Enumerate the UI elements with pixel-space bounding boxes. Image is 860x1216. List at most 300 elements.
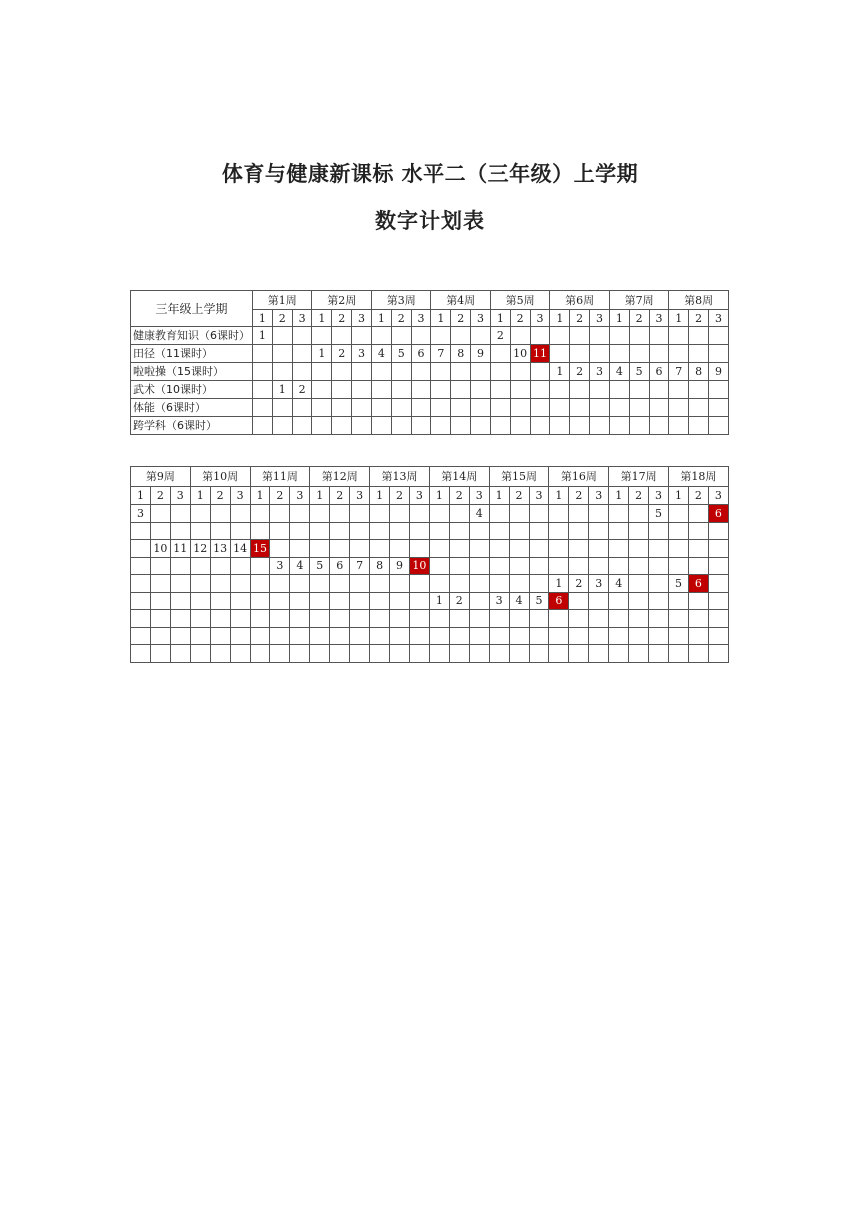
table-row: [131, 417, 729, 435]
lesson-cell: [669, 645, 689, 663]
lesson-cell: [150, 627, 170, 645]
lesson-cell: [210, 575, 230, 593]
lesson-cell: [569, 610, 589, 628]
lesson-cell: 6: [649, 363, 669, 381]
lesson-cell: [190, 592, 210, 610]
lesson-cell: [390, 645, 410, 663]
lesson-cell: [451, 399, 471, 417]
lesson-cell: 2: [570, 363, 590, 381]
lesson-cell: [689, 345, 709, 363]
lesson-cell: [330, 610, 350, 628]
lesson-cell: 10: [150, 540, 170, 558]
lesson-cell: [590, 381, 610, 399]
lesson-cell: [629, 327, 649, 345]
lesson-cell: [131, 557, 151, 575]
lesson-cell: [569, 627, 589, 645]
lesson-cell: [230, 505, 250, 523]
lesson-cell: [210, 610, 230, 628]
lesson-cell: [253, 363, 273, 381]
lesson-cell: [509, 610, 529, 628]
lesson-number: 1: [489, 487, 509, 505]
lesson-cell: 7: [669, 363, 689, 381]
lesson-number: 1: [429, 487, 449, 505]
subject-label: 跨学科（6课时）: [131, 417, 253, 435]
lesson-cell: [270, 627, 290, 645]
lesson-cell: 1: [429, 592, 449, 610]
lesson-cell: [352, 417, 372, 435]
lesson-cell: [629, 522, 649, 540]
lesson-cell: [253, 417, 273, 435]
lesson-cell: [131, 592, 151, 610]
lesson-cell: [669, 399, 689, 417]
week-header: 第13周: [370, 467, 430, 487]
lesson-cell: [310, 627, 330, 645]
lesson-cell: [649, 645, 669, 663]
lesson-cell: 8: [451, 345, 471, 363]
lesson-cell: [609, 381, 629, 399]
lesson-cell: [391, 327, 411, 345]
lesson-cell: [609, 417, 629, 435]
lesson-cell: [689, 327, 709, 345]
lesson-cell: [431, 381, 451, 399]
lesson-cell: [629, 627, 649, 645]
lesson-number: 2: [270, 487, 290, 505]
lesson-cell: [272, 363, 292, 381]
lesson-cell: [350, 592, 370, 610]
lesson-cell: [669, 381, 689, 399]
lesson-cell: [510, 363, 530, 381]
lesson-cell: [429, 522, 449, 540]
table-row: [131, 327, 729, 345]
lesson-number: 2: [570, 310, 590, 327]
lesson-cell: [449, 610, 469, 628]
lesson-cell: [290, 610, 310, 628]
lesson-cell: 12: [190, 540, 210, 558]
lesson-cell: [350, 522, 370, 540]
lesson-cell: [230, 522, 250, 540]
lesson-cell: [529, 557, 549, 575]
lesson-cell: [530, 417, 550, 435]
lesson-cell: [708, 592, 728, 610]
lesson-cell: [471, 327, 491, 345]
lesson-cell: [509, 575, 529, 593]
week-header: 第1周: [253, 291, 312, 310]
lesson-number: 3: [590, 310, 610, 327]
lesson-cell: [629, 610, 649, 628]
lesson-cell: 3: [589, 575, 609, 593]
lesson-cell: [411, 399, 431, 417]
lesson-cell: [469, 610, 489, 628]
lesson-cell: [131, 522, 151, 540]
lesson-cell: [170, 575, 190, 593]
lesson-cell: 1: [253, 327, 273, 345]
lesson-cell: [290, 592, 310, 610]
lesson-cell: [669, 345, 689, 363]
lesson-cell: [510, 399, 530, 417]
lesson-cell: [589, 627, 609, 645]
subject-label: 啦啦操（15课时）: [131, 363, 253, 381]
lesson-cell: 3: [270, 557, 290, 575]
lesson-cell: [253, 381, 273, 399]
lesson-cell: [292, 399, 312, 417]
lesson-number: 3: [469, 487, 489, 505]
lesson-number: 2: [451, 310, 471, 327]
lesson-cell: [469, 627, 489, 645]
lesson-number: 2: [629, 310, 649, 327]
week-header: 第10周: [190, 467, 250, 487]
week-header: 第11周: [250, 467, 310, 487]
lesson-number: 1: [312, 310, 332, 327]
week-header: 第5周: [490, 291, 549, 310]
lesson-cell: [649, 399, 669, 417]
lesson-cell: [709, 417, 729, 435]
lesson-cell: [250, 645, 270, 663]
lesson-cell: [210, 522, 230, 540]
table-row: [131, 592, 729, 610]
lesson-cell: [629, 381, 649, 399]
lesson-cell: [570, 381, 590, 399]
lesson-cell: [411, 381, 431, 399]
lesson-cell: 5: [529, 592, 549, 610]
lesson-cell: [270, 575, 290, 593]
lesson-cell: [310, 575, 330, 593]
lesson-cell: [390, 522, 410, 540]
lesson-cell: [391, 399, 411, 417]
lesson-cell: [569, 557, 589, 575]
lesson-cell: [270, 610, 290, 628]
lesson-cell: [649, 381, 669, 399]
lesson-cell: [469, 540, 489, 558]
lesson-cell: [350, 505, 370, 523]
schedule-table-weeks-9-18: [130, 466, 729, 663]
lesson-number: 2: [569, 487, 589, 505]
lesson-cell: 2: [332, 345, 352, 363]
lesson-cell: 8: [689, 363, 709, 381]
lesson-number: 3: [529, 487, 549, 505]
lesson-cell: [549, 627, 569, 645]
lesson-cell: [569, 522, 589, 540]
lesson-cell: [550, 345, 570, 363]
lesson-cell: [390, 610, 410, 628]
lesson-cell: [589, 645, 609, 663]
lesson-cell: [429, 627, 449, 645]
subject-label: 体能（6课时）: [131, 399, 253, 417]
lesson-cell: [708, 575, 728, 593]
table-row: [131, 557, 729, 575]
week-header-row: [131, 291, 729, 310]
lesson-cell: 9: [471, 345, 491, 363]
lesson-number: 3: [290, 487, 310, 505]
week-header: 第4周: [431, 291, 490, 310]
lesson-cell: [390, 505, 410, 523]
lesson-cell: 4: [609, 363, 629, 381]
lesson-cell: [489, 627, 509, 645]
lesson-cell: [150, 592, 170, 610]
lesson-number: 1: [131, 487, 151, 505]
lesson-cell: [549, 540, 569, 558]
lesson-number: 2: [689, 310, 709, 327]
lesson-cell: [549, 610, 569, 628]
lesson-cell: [529, 505, 549, 523]
lesson-cell: 10: [510, 345, 530, 363]
lesson-cell: [371, 399, 391, 417]
document-subtitle: 数字计划表: [375, 209, 485, 233]
lesson-cell: 5: [391, 345, 411, 363]
lesson-cell: [708, 540, 728, 558]
lesson-cell: [371, 417, 391, 435]
lesson-cell: [629, 505, 649, 523]
lesson-cell: 10: [409, 557, 429, 575]
lesson-cell: 1: [549, 575, 569, 593]
lesson-cell: 3: [352, 345, 372, 363]
lesson-cell: [330, 592, 350, 610]
lesson-cell: [689, 417, 709, 435]
lesson-cell: 8: [370, 557, 390, 575]
lesson-cell: [391, 381, 411, 399]
lesson-cell: [310, 592, 330, 610]
lesson-cell: 1: [550, 363, 570, 381]
lesson-cell: [270, 522, 290, 540]
lesson-cell: [431, 327, 451, 345]
lesson-cell: [150, 557, 170, 575]
lesson-cell: [449, 645, 469, 663]
lesson-cell: [689, 399, 709, 417]
lesson-cell: [409, 645, 429, 663]
lesson-cell: [370, 540, 390, 558]
lesson-cell: 7: [350, 557, 370, 575]
lesson-cell: [629, 417, 649, 435]
lesson-cell: 3: [489, 592, 509, 610]
lesson-cell: [230, 627, 250, 645]
lesson-cell: [312, 363, 332, 381]
lesson-cell: [510, 417, 530, 435]
lesson-cell: [409, 575, 429, 593]
lesson-cell: [350, 627, 370, 645]
week-header: 第3周: [371, 291, 430, 310]
lesson-cell: [409, 505, 429, 523]
lesson-cell: [489, 575, 509, 593]
lesson-number: 3: [170, 487, 190, 505]
lesson-cell: [471, 417, 491, 435]
lesson-cell: [210, 505, 230, 523]
lesson-number: 1: [669, 487, 689, 505]
lesson-cell: [290, 645, 310, 663]
lesson-cell: 4: [371, 345, 391, 363]
lesson-cell: [411, 327, 431, 345]
lesson-number: 1: [253, 310, 273, 327]
lesson-cell: [649, 327, 669, 345]
lesson-number: 1: [250, 487, 270, 505]
lesson-cell: [371, 381, 391, 399]
lesson-cell: 3: [131, 505, 151, 523]
table-row: [131, 505, 729, 523]
lesson-cell: 5: [649, 505, 669, 523]
lesson-cell: [629, 399, 649, 417]
lesson-cell: [190, 627, 210, 645]
lesson-cell: [708, 522, 728, 540]
lesson-cell: [150, 645, 170, 663]
lesson-cell: [411, 363, 431, 381]
lesson-number: 3: [411, 310, 431, 327]
lesson-cell: [530, 381, 550, 399]
lesson-cell: [669, 540, 689, 558]
lesson-cell: [332, 399, 352, 417]
lesson-number: 3: [350, 487, 370, 505]
lesson-cell: [170, 592, 190, 610]
lesson-cell: [649, 592, 669, 610]
lesson-cell: [270, 505, 290, 523]
lesson-cell: [469, 645, 489, 663]
lesson-cell: [688, 557, 708, 575]
subject-label: 武术（10课时）: [131, 381, 253, 399]
lesson-number: 3: [530, 310, 550, 327]
lesson-cell: 14: [230, 540, 250, 558]
lesson-cell: 6: [330, 557, 350, 575]
lesson-cell: [570, 399, 590, 417]
lesson-cell: [370, 627, 390, 645]
lesson-cell: [709, 327, 729, 345]
lesson-number: 2: [510, 310, 530, 327]
lesson-cell: [332, 417, 352, 435]
lesson-number: 3: [409, 487, 429, 505]
lesson-cell: [609, 327, 629, 345]
table-row: [131, 345, 729, 363]
lesson-cell: [469, 575, 489, 593]
lesson-number: 3: [471, 310, 491, 327]
lesson-cell: [549, 522, 569, 540]
lesson-cell: [170, 505, 190, 523]
week-header: 第18周: [669, 467, 729, 487]
lesson-cell: [332, 363, 352, 381]
lesson-cell: 9: [390, 557, 410, 575]
lesson-cell: [649, 610, 669, 628]
lesson-cell: [449, 540, 469, 558]
lesson-cell: [250, 575, 270, 593]
week-header-row: [131, 467, 729, 487]
lesson-cell: [370, 522, 390, 540]
lesson-cell: [270, 592, 290, 610]
lesson-cell: 6: [688, 575, 708, 593]
lesson-cell: [431, 363, 451, 381]
lesson-cell: [250, 627, 270, 645]
lesson-cell: [250, 522, 270, 540]
lesson-number: 3: [230, 487, 250, 505]
lesson-cell: [310, 645, 330, 663]
lesson-number: 1: [609, 487, 629, 505]
lesson-cell: [549, 505, 569, 523]
lesson-cell: [131, 627, 151, 645]
lesson-cell: [290, 505, 310, 523]
lesson-cell: [688, 540, 708, 558]
lesson-cell: [609, 592, 629, 610]
lesson-cell: [390, 540, 410, 558]
lesson-cell: [150, 505, 170, 523]
lesson-cell: [312, 327, 332, 345]
lesson-cell: [688, 522, 708, 540]
lesson-cell: [290, 627, 310, 645]
lesson-cell: [431, 417, 451, 435]
lesson-cell: [431, 399, 451, 417]
lesson-cell: [490, 345, 510, 363]
lesson-cell: [250, 505, 270, 523]
lesson-cell: [409, 522, 429, 540]
lesson-cell: [509, 627, 529, 645]
lesson-number: 3: [589, 487, 609, 505]
lesson-cell: 1: [312, 345, 332, 363]
lesson-cell: [529, 610, 549, 628]
lesson-cell: [489, 557, 509, 575]
lesson-cell: [230, 575, 250, 593]
lesson-number: 2: [391, 310, 411, 327]
lesson-cell: [451, 363, 471, 381]
lesson-cell: [629, 557, 649, 575]
lesson-cell: [550, 327, 570, 345]
lesson-cell: [451, 381, 471, 399]
lesson-cell: [449, 627, 469, 645]
lesson-cell: [669, 522, 689, 540]
lesson-number: 3: [292, 310, 312, 327]
lesson-cell: [409, 627, 429, 645]
lesson-cell: 6: [708, 505, 728, 523]
lesson-cell: [250, 557, 270, 575]
document-title: 体育与健康新课标 水平二（三年级）上学期: [221, 162, 639, 186]
lesson-cell: [489, 540, 509, 558]
lesson-cell: [609, 627, 629, 645]
lesson-cell: [589, 557, 609, 575]
lesson-number: 3: [708, 487, 728, 505]
lesson-cell: 4: [609, 575, 629, 593]
lesson-cell: [471, 381, 491, 399]
lesson-cell: [190, 557, 210, 575]
lesson-cell: [332, 381, 352, 399]
lesson-cell: [708, 627, 728, 645]
lesson-cell: [509, 540, 529, 558]
lesson-number: 1: [490, 310, 510, 327]
lesson-cell: [150, 575, 170, 593]
lesson-cell: 2: [490, 327, 510, 345]
lesson-cell: [292, 363, 312, 381]
lesson-number: 2: [332, 310, 352, 327]
lesson-cell: [253, 399, 273, 417]
lesson-cell: [292, 345, 312, 363]
lesson-cell: [609, 399, 629, 417]
lesson-cell: [629, 345, 649, 363]
lesson-cell: [550, 399, 570, 417]
lesson-cell: [230, 645, 250, 663]
lesson-number: 3: [352, 310, 372, 327]
lesson-cell: [529, 627, 549, 645]
lesson-cell: [170, 522, 190, 540]
lesson-cell: [688, 645, 708, 663]
subject-label: 健康教育知识（6课时）: [131, 327, 253, 345]
lesson-cell: [370, 610, 390, 628]
lesson-cell: 2: [449, 592, 469, 610]
lesson-number: 3: [649, 487, 669, 505]
lesson-cell: [569, 540, 589, 558]
lesson-cell: [629, 575, 649, 593]
lesson-cell: [390, 592, 410, 610]
lesson-cell: [708, 610, 728, 628]
lesson-cell: [371, 327, 391, 345]
lesson-number: 2: [150, 487, 170, 505]
lesson-cell: [471, 399, 491, 417]
lesson-number: 3: [649, 310, 669, 327]
lesson-cell: [131, 575, 151, 593]
week-header: 第9周: [131, 467, 191, 487]
lesson-cell: [190, 610, 210, 628]
lesson-cell: [529, 522, 549, 540]
lesson-cell: [150, 522, 170, 540]
